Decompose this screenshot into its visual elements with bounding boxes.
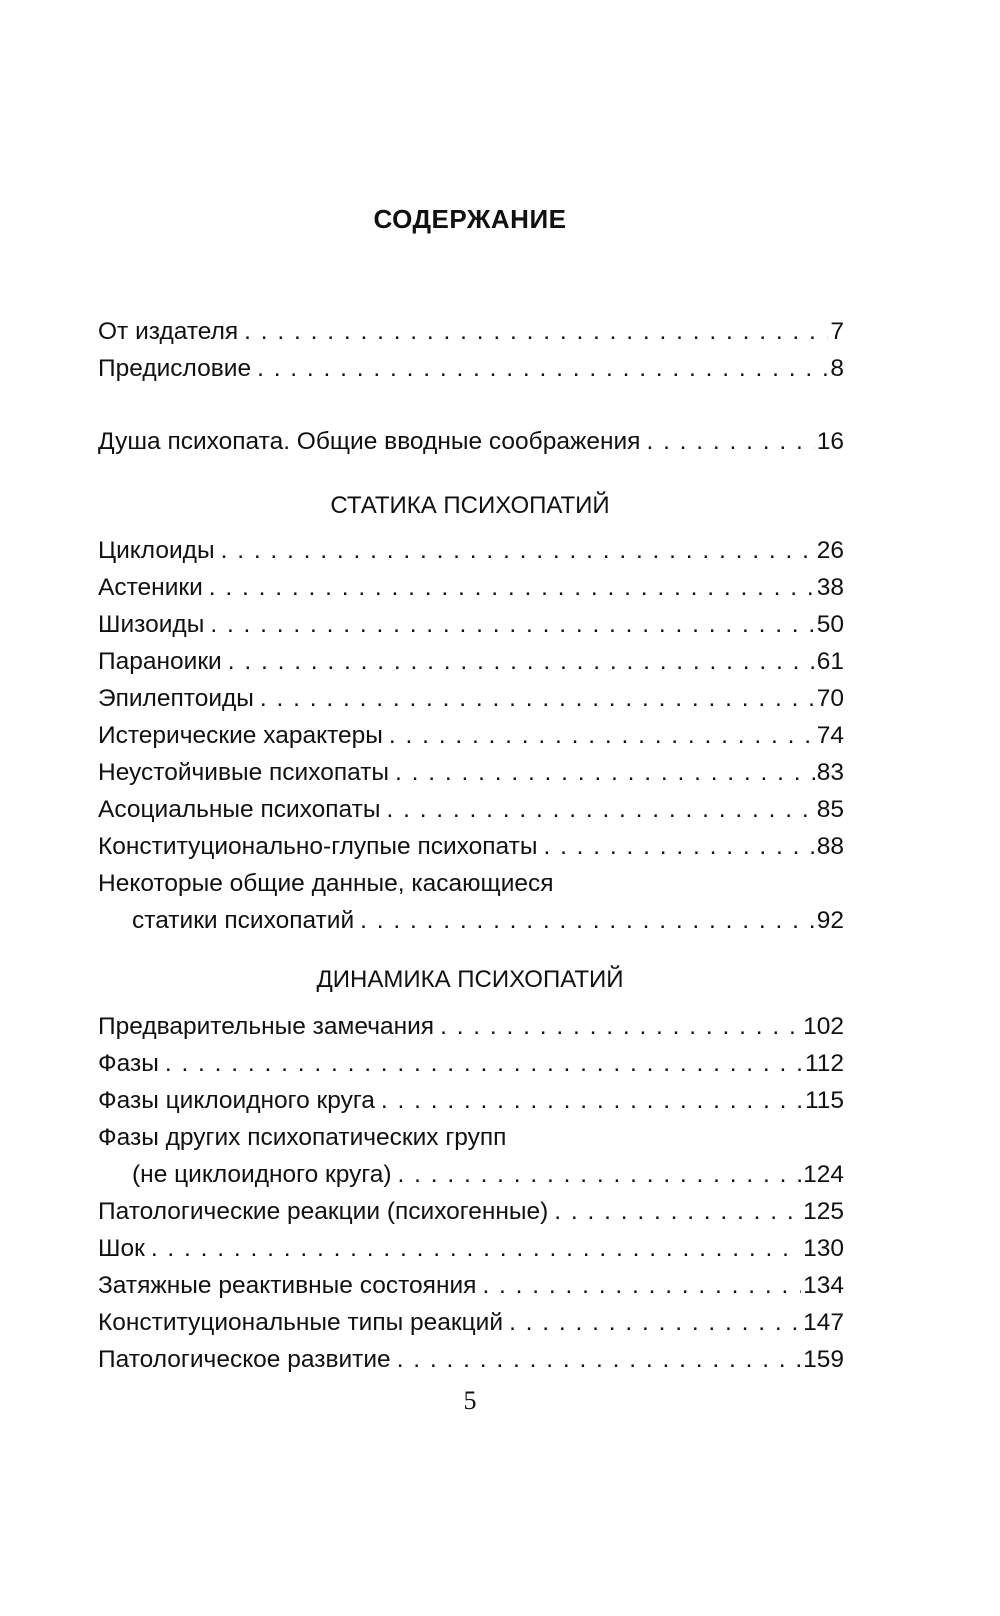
toc-entry-first-line[interactable] bbox=[98, 1119, 844, 1156]
toc-entry-page: 159 bbox=[803, 1346, 844, 1373]
toc-entry-page: 92 bbox=[816, 907, 844, 934]
toc-entry-label: Некоторые общие данные, касающиеся bbox=[98, 870, 554, 897]
dot-leader bbox=[646, 423, 814, 460]
toc-entry-page: 115 bbox=[804, 1087, 844, 1114]
toc-entry[interactable] bbox=[98, 680, 844, 717]
toc-entry[interactable] bbox=[98, 791, 844, 828]
toc-entry-page: 130 bbox=[803, 1235, 844, 1262]
toc-entry-page: 61 bbox=[816, 648, 844, 675]
toc-front-matter bbox=[98, 313, 844, 387]
toc-entry-label: Душа психопата. Общие вводные соображения bbox=[98, 428, 641, 455]
dot-leader bbox=[398, 1156, 802, 1193]
toc-entry[interactable] bbox=[98, 423, 844, 460]
dot-leader bbox=[482, 1267, 801, 1304]
toc-entry-label: Фазы циклоидного круга bbox=[98, 1087, 375, 1114]
dot-leader bbox=[360, 902, 815, 939]
dot-leader bbox=[260, 680, 815, 717]
dot-leader bbox=[209, 569, 815, 606]
toc-entry-page: 124 bbox=[803, 1161, 844, 1188]
toc-entry-label: Предварительные замечания bbox=[98, 1013, 435, 1040]
dot-leader bbox=[151, 1230, 801, 1267]
dot-leader bbox=[554, 1193, 801, 1230]
dot-leader bbox=[257, 350, 828, 387]
toc-entry-label: Эпилептоиды bbox=[98, 685, 254, 712]
toc-entry[interactable] bbox=[98, 606, 844, 643]
dot-leader bbox=[509, 1304, 801, 1341]
toc-entry-page: 147 bbox=[803, 1309, 844, 1336]
toc-entry-page: 83 bbox=[816, 759, 844, 786]
toc-entry[interactable] bbox=[98, 1008, 844, 1045]
dot-leader bbox=[165, 1045, 803, 1082]
section-heading-statics: СТАТИКА ПСИХОПАТИЙ bbox=[330, 492, 610, 519]
toc-entry-page: 134 bbox=[803, 1272, 844, 1299]
toc-entry[interactable] bbox=[98, 313, 844, 350]
toc-entry-label: Шизоиды bbox=[98, 611, 205, 638]
toc-entry-label: Фазы bbox=[98, 1050, 159, 1077]
toc-entry-page: 8 bbox=[830, 355, 844, 382]
toc-entry[interactable] bbox=[98, 1156, 844, 1193]
toc-entry-label: Предисловие bbox=[98, 355, 252, 382]
dot-leader bbox=[228, 643, 815, 680]
toc-entry-label: Шок bbox=[98, 1235, 145, 1262]
dot-leader bbox=[397, 1341, 801, 1378]
toc-entry-label: Параноики bbox=[98, 648, 222, 675]
toc-entry-page: 26 bbox=[816, 537, 844, 564]
section-heading-dynamics: ДИНАМИКА ПСИХОПАТИЙ bbox=[316, 966, 624, 993]
toc-entry[interactable] bbox=[98, 350, 844, 387]
toc-entry[interactable] bbox=[98, 828, 844, 865]
toc-entry-label: Циклоиды bbox=[98, 537, 215, 564]
toc-entry-label: Патологическое развитие bbox=[98, 1346, 391, 1373]
dot-leader bbox=[221, 532, 815, 569]
toc-entry-first-line[interactable] bbox=[98, 865, 844, 902]
toc-entry[interactable] bbox=[98, 1304, 844, 1341]
dot-leader bbox=[386, 791, 814, 828]
toc-entry[interactable] bbox=[98, 1045, 844, 1082]
toc-entry-label: Асоциальные психопаты bbox=[98, 796, 381, 823]
toc-entry-page: 38 bbox=[816, 574, 844, 601]
toc-entry-page: 102 bbox=[803, 1013, 844, 1040]
dot-leader bbox=[389, 717, 815, 754]
toc-statics bbox=[98, 532, 844, 939]
toc-entry[interactable] bbox=[98, 754, 844, 791]
toc-entry-page: 85 bbox=[816, 796, 844, 823]
toc-entry-page: 50 bbox=[816, 611, 844, 638]
toc-dynamics bbox=[98, 1008, 844, 1378]
page-number: 5 bbox=[463, 1386, 477, 1415]
toc-entry-label: Конституциональные типы реакций bbox=[98, 1309, 504, 1336]
toc-entry[interactable] bbox=[98, 902, 844, 939]
toc-entry-page: 88 bbox=[816, 833, 844, 860]
toc-entry[interactable] bbox=[98, 717, 844, 754]
dot-leader bbox=[244, 313, 828, 350]
toc-entry-label: Конституционально-глупые психопаты bbox=[98, 833, 538, 860]
dot-leader bbox=[543, 828, 814, 865]
dot-leader bbox=[440, 1008, 801, 1045]
toc-entry-page: 112 bbox=[804, 1050, 844, 1077]
toc-entry[interactable] bbox=[98, 569, 844, 606]
dot-leader bbox=[210, 606, 814, 643]
dot-leader bbox=[395, 754, 815, 791]
toc-entry-label: (не циклоидного круга) bbox=[132, 1161, 392, 1188]
toc-entry-page: 7 bbox=[830, 318, 844, 345]
page-title: СОДЕРЖАНИЕ bbox=[373, 204, 567, 234]
toc-entry-label: Затяжные реактивные состояния bbox=[98, 1272, 477, 1299]
toc-entry-page: 16 bbox=[816, 428, 844, 455]
toc-entry[interactable] bbox=[98, 1230, 844, 1267]
toc-entry[interactable] bbox=[98, 532, 844, 569]
toc-entry-label: Патологические реакции (психогенные) bbox=[98, 1198, 549, 1225]
toc-entry[interactable] bbox=[98, 1193, 844, 1230]
toc-entry-label: Неустойчивые психопаты bbox=[98, 759, 390, 786]
toc-entry[interactable] bbox=[98, 1341, 844, 1378]
toc-entry-label: От издателя bbox=[98, 318, 239, 345]
toc-entry[interactable] bbox=[98, 1267, 844, 1304]
toc-entry-page: 125 bbox=[803, 1198, 844, 1225]
toc-entry-label: Фазы других психопатических групп bbox=[98, 1124, 507, 1151]
toc-entry-page: 74 bbox=[816, 722, 844, 749]
toc-entry[interactable] bbox=[98, 643, 844, 680]
toc-entry-label: статики психопатий bbox=[132, 907, 355, 934]
toc-entry[interactable] bbox=[98, 1082, 844, 1119]
toc-entry-label: Астеники bbox=[98, 574, 203, 601]
toc-intro bbox=[98, 423, 844, 460]
toc-entry-page: 70 bbox=[816, 685, 844, 712]
toc-entry-label: Истерические характеры bbox=[98, 722, 383, 749]
dot-leader bbox=[381, 1082, 803, 1119]
